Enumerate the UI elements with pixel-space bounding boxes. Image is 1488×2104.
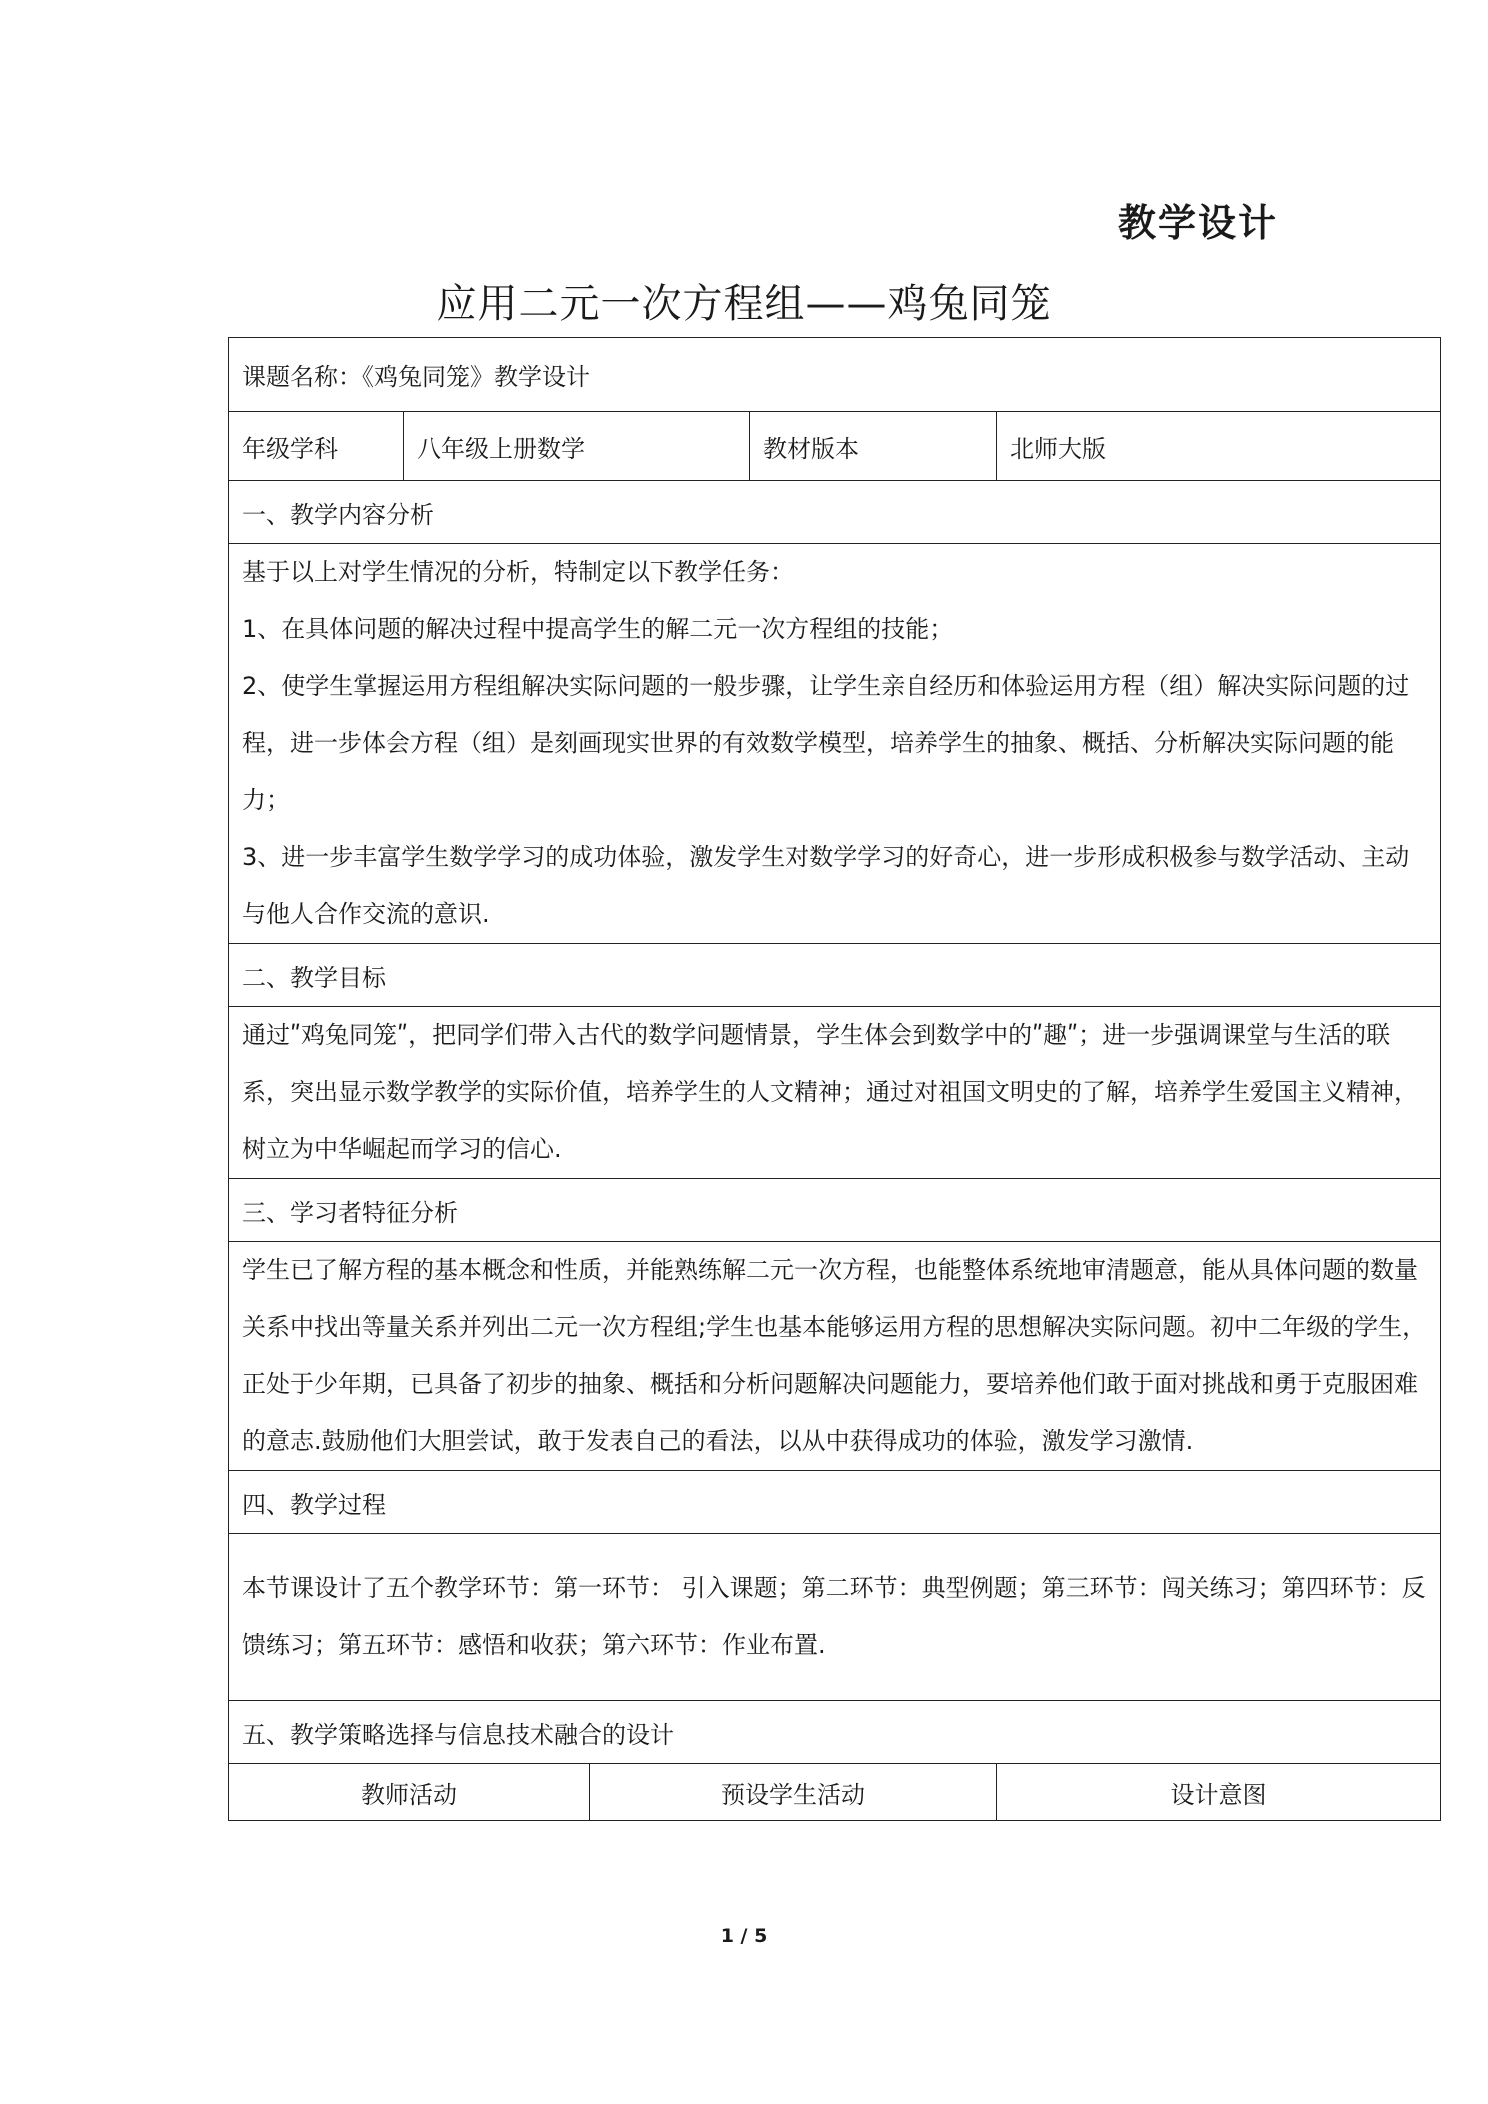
topic-cell: 课题名称：《鸡兔同笼》教学设计 [229, 338, 1441, 412]
section-heading-objectives: 二、教学目标 [229, 944, 1441, 1007]
paragraph: 学生已了解方程的基本概念和性质，并能熟练解二元一次方程，也能整体系统地审清题意，能从具体问题的数量关系中找出等量关系并列出二元一次方程组;学生也基本能够运用方程的思想解决实际问题。初中二年级的学生，正处于少年期，已具备了初步的抽象、概括和分析问题解决问题能力，要培养他们敢于面对挑战和勇于克服困难的意志.鼓励他们大胆尝试，敢于发表自己的看法，以从中获得成功的体验，激发学习激情. [242, 1256, 1427, 1455]
paragraph: 本节课设计了五个教学环节：第一环节： 引入课题；第二环节：典型例题；第三环节：闯关练习；第四环节：反馈练习；第五环节：感悟和收获；第六环节：作业布置. [242, 1574, 1426, 1659]
paragraph: 通过ʺ鸡兔同笼ʺ，把同学们带入古代的数学问题情景，学生体会到数学中的ʺ趣ʺ；进一步强调课堂与生活的联系，突出显示数学教学的实际价值，培养学生的人文精神；通过对祖国文明史的了解，培养学生爱国主义精神，树立为中华崛起而学习的信心. [242, 1021, 1418, 1163]
section-heading-learner-analysis: 三、学习者特征分析 [229, 1179, 1441, 1242]
paragraph: 基于以上对学生情况的分析，特制定以下教学任务： [242, 558, 794, 586]
column-header-intent: 设计意图 [997, 1764, 1441, 1821]
section-body-learner-analysis [229, 1242, 1441, 1471]
edition-label: 教材版本 [750, 412, 997, 481]
paragraph: 1、在具体问题的解决过程中提高学生的解二元一次方程组的技能； [242, 615, 954, 643]
lesson-plan-table [228, 337, 1441, 1821]
edition-value: 北师大版 [997, 412, 1441, 481]
page-number: 1 / 5 [720, 1925, 768, 1947]
section-body-objectives [229, 1007, 1441, 1179]
document-title: 应用二元一次方程组——鸡兔同笼 [436, 281, 1052, 327]
paragraph: 3、进一步丰富学生数学学习的成功体验，激发学生对数学学习的好奇心，进一步形成积极参与数学活动、主动与他人合作交流的意识. [242, 843, 1410, 928]
paragraph: 2、使学生掌握运用方程组解决实际问题的一般步骤，让学生亲自经历和体验运用方程（组）解决实际问题的过程，进一步体会方程（组）是刻画现实世界的有效数学模型，培养学生的抽象、概括、分析解决实际问题的能力； [242, 672, 1410, 814]
section-body-content-analysis [229, 544, 1441, 944]
section-body-teaching-process [229, 1534, 1441, 1701]
column-header-student: 预设学生活动 [590, 1764, 997, 1821]
section-heading-strategy: 五、教学策略选择与信息技术融合的设计 [229, 1701, 1441, 1764]
column-header-teacher: 教师活动 [229, 1764, 590, 1821]
grade-value: 八年级上册数学 [404, 412, 750, 481]
grade-label: 年级学科 [229, 412, 404, 481]
section-heading-teaching-process: 四、教学过程 [229, 1471, 1441, 1534]
section-heading-content-analysis: 一、教学内容分析 [229, 481, 1441, 544]
document-header: 教学设计 [1117, 201, 1278, 245]
